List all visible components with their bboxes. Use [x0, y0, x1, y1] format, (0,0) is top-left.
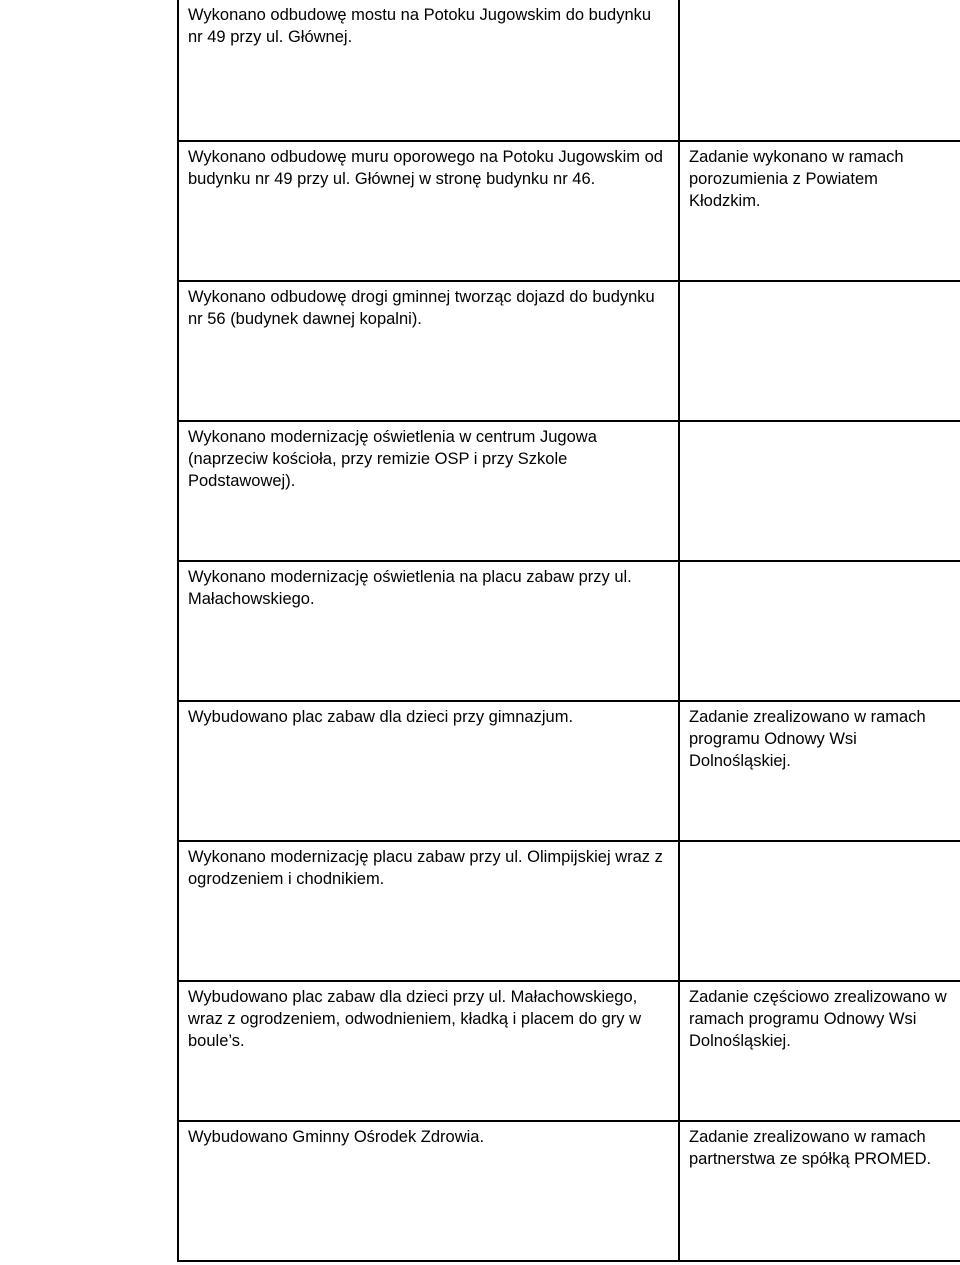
- task-remarks-cell: [679, 701, 960, 841]
- task-description-cell: [178, 701, 679, 841]
- task-description: Wybudowano Gminny Ośrodek Zdrowia.: [188, 1128, 485, 1146]
- task-description: Wykonano modernizację placu zabaw przy ul. Olimpijskiej wraz z ogrodzeniem i chodnikiem.: [188, 848, 663, 888]
- task-description: Wykonano odbudowę mostu na Potoku Jugowskim do budynku nr 49 przy ul. Głównej.: [188, 6, 652, 46]
- task-description-cell: [178, 0, 679, 141]
- task-description-cell: [178, 841, 679, 981]
- table-row: [178, 1121, 960, 1261]
- task-remarks-cell: [679, 141, 960, 281]
- task-remarks-cell: [679, 421, 960, 561]
- task-description: Wykonano odbudowę drogi gminnej tworząc dojazd do budynku nr 56 (budynek dawnej kopalni).: [188, 288, 655, 328]
- table-row: [178, 141, 960, 281]
- task-remarks-cell: [679, 0, 960, 141]
- table-row: [178, 281, 960, 421]
- task-remarks: Zadanie zrealizowano w ramach programu Odnowy Wsi Dolnośląskiej.: [689, 708, 926, 770]
- task-remarks: Zadanie wykonano w ramach porozumienia z Powiatem Kłodzkim.: [689, 148, 904, 210]
- table-row: [178, 0, 960, 141]
- task-remarks-cell: [679, 281, 960, 421]
- table-row: [178, 701, 960, 841]
- task-remarks-cell: [679, 981, 960, 1121]
- task-description-cell: [178, 981, 679, 1121]
- table-row: [178, 561, 960, 701]
- task-description-cell: [178, 1121, 679, 1261]
- task-description-cell: [178, 561, 679, 701]
- task-description: Wybudowano plac zabaw dla dzieci przy gimnazjum.: [188, 708, 574, 726]
- table-row: [178, 841, 960, 981]
- task-description-cell: [178, 421, 679, 561]
- task-description: Wykonano odbudowę muru oporowego na Potoku Jugowskim od budynku nr 49 przy ul. Głównej w stronę budynku nr 46.: [188, 148, 663, 188]
- task-remarks-cell: [679, 841, 960, 981]
- task-description-cell: [178, 141, 679, 281]
- table-row: [178, 421, 960, 561]
- task-remarks: Zadanie częściowo zrealizowano w ramach programu Odnowy Wsi Dolnośląskiej.: [689, 988, 947, 1050]
- task-description: Wykonano modernizację oświetlenia na placu zabaw przy ul. Małachowskiego.: [188, 568, 632, 608]
- task-description-cell: [178, 281, 679, 421]
- task-description: Wykonano modernizację oświetlenia w centrum Jugowa (naprzeciw kościoła, przy remizie OSP i przy Szkole Podstawowej).: [188, 428, 597, 490]
- task-remarks-cell: [679, 1121, 960, 1261]
- tasks-table: [177, 0, 960, 1262]
- task-description: Wybudowano plac zabaw dla dzieci przy ul. Małachowskiego, wraz z ogrodzeniem, odwodnieniem, kładką i placem do gry w boule’s.: [188, 988, 642, 1050]
- task-remarks-cell: [679, 561, 960, 701]
- table-row: [178, 981, 960, 1121]
- task-remarks: Zadanie zrealizowano w ramach partnerstwa ze spółką PROMED.: [689, 1128, 932, 1168]
